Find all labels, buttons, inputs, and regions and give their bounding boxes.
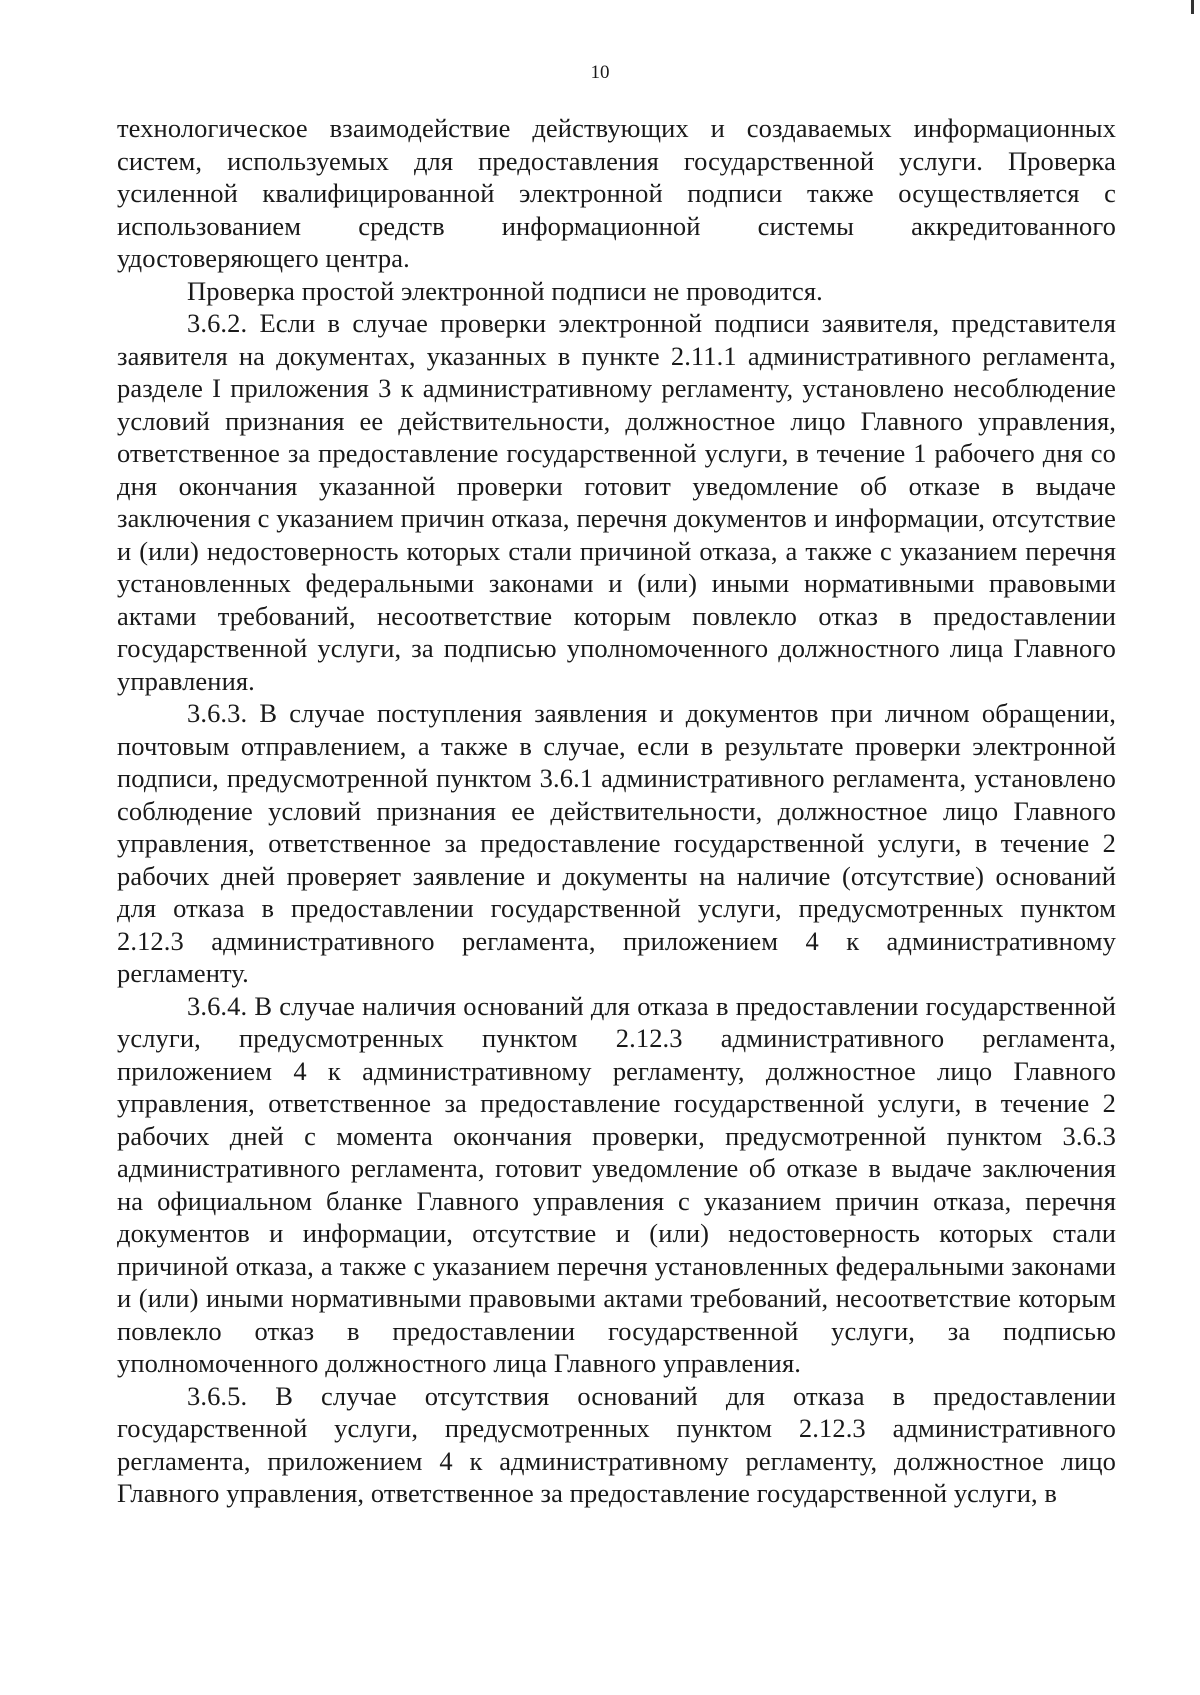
paragraph-3-6-2: 3.6.2. Если в случае проверки электронной подписи заявителя, представителя заявителя на документах, указанных в пункте 2.11.1 административного регламента, разделе I приложения 3 к административному регламенту, установлено несоблюдение условий признания ее действительности, должностное лицо Главного управления, ответственное за предоставление государственной услуги, в течение 1 рабочего дня со дня окончания указанной проверки готовит уведомление об отказе в выдаче заключения с указанием причин отказа, перечня документов и информации, отсутствие и (или) недостоверность которых стали причиной отказа, а также с указанием перечня установленных федеральными законами и (или) иными нормативными правовыми актами требований, несоответствие которым повлекло отказ в предоставлении государственной услуги, за подписью уполномоченного должностного лица Главного управления.	[117, 308, 1116, 696]
scan-edge-mark	[1191, 0, 1194, 14]
paragraph-3-6-3: 3.6.3. В случае поступления заявления и документов при личном обращении, почтовым отправлением, а также в случае, если в результате проверки электронной подписи, предусмотренной пунктом 3.6.1 административного регламента, установлено соблюдение условий признания ее действительности, должностное лицо Главного управления, ответственное за предоставление государственной услуги, в течение 2 рабочих дней проверяет заявление и документы на наличие (отсутствие) оснований для отказа в предоставлении государственной услуги, предусмотренных пунктом 2.12.3 административного регламента, приложением 4 к административному регламенту.	[117, 698, 1116, 988]
paragraph-3-6-4: 3.6.4. В случае наличия оснований для отказа в предоставлении государственной услуги, предусмотренных пунктом 2.12.3 административного регламента, приложением 4 к административному регламенту, должностное лицо Главного управления, ответственное за предоставление государственной услуги, в течение 2 рабочих дней с момента окончания проверки, предусмотренной пунктом 3.6.3 административного регламента, готовит уведомление об отказе в выдаче заключения на официальном бланке Главного управления с указанием причин отказа, перечня документов и информации, отсутствие и (или) недостоверность которых стали причиной отказа, а также с указанием перечня установленных федеральными законами и (или) иными нормативными правовыми актами требований, несоответствие которым повлекло отказ в предоставлении государственной услуги, за подписью уполномоченного должностного лица Главного управления.	[117, 990, 1116, 1378]
page-number: 10	[590, 62, 610, 83]
paragraph-continuation: технологическое взаимодействие действующих и создаваемых информационных систем, используемых для предоставления государственной услуги. Проверка усиленной квалифицированной электронной подписи также осуществляется с использованием средств информационной системы аккредитованного удостоверяющего центра.	[117, 113, 1116, 273]
paragraph-3-6-5: 3.6.5. В случае отсутствия оснований для отказа в предоставлении государственной услуги, предусмотренных пунктом 2.12.3 административного регламента, приложением 4 к административному регламенту, должностное лицо Главного управления, ответственное за предоставление государственной услуги, в	[117, 1380, 1116, 1508]
paragraph-simple-signature: Проверка простой электронной подписи не проводится.	[187, 275, 823, 306]
document-body	[117, 112, 1116, 1510]
